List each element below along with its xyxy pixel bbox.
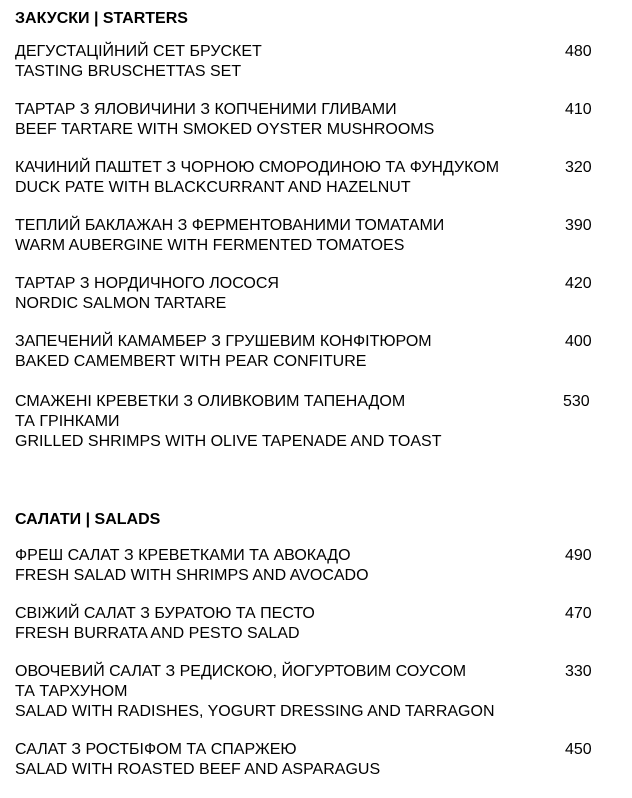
item-price: 410 [565,101,592,118]
menu-item [15,100,615,140]
item-price: 420 [565,275,592,292]
item-price: 390 [565,217,592,234]
menu-item [15,42,615,82]
item-name-ua: ТАРТАР З НОРДИЧНОГО ЛОСОСЯ [15,275,279,292]
item-price: 450 [565,741,592,758]
item-name-ua: ТАРТАР З ЯЛОВИЧИНИ З КОПЧЕНИМИ ГЛИВАМИ [15,101,397,118]
item-price: 490 [565,547,592,564]
item-name-ua: ФРЕШ САЛАТ З КРЕВЕТКАМИ ТА АВОКАДО [15,547,351,564]
item-price: 320 [565,159,592,176]
item-name-en: SALAD WITH RADISHES, YOGURT DRESSING AND TARRAGON [15,703,495,720]
menu-item [15,740,615,780]
item-name-en: BAKED CAMEMBERT WITH PEAR CONFITURE [15,353,367,370]
item-name-en: NORDIC SALMON TARTARE [15,295,227,312]
item-name-en: BEEF TARTARE WITH SMOKED OYSTER MUSHROOMS [15,121,435,138]
item-price: 470 [565,605,592,622]
menu-item [15,158,615,198]
item-price: 530 [563,393,590,410]
menu-item [15,274,615,314]
item-name-ua: ОВОЧЕВИЙ САЛАТ З РЕДИСКОЮ, ЙОГУРТОВИМ СОУСОМ [15,663,467,680]
item-name-ua: СМАЖЕНІ КРЕВЕТКИ З ОЛИВКОВИМ ТАПЕНАДОМ [15,393,406,410]
item-name-en: FRESH SALAD WITH SHRIMPS AND AVOCADO [15,567,369,584]
section-title-salads: САЛАТИ | SALADS [15,511,161,528]
item-name-en: GRILLED SHRIMPS WITH OLIVE TAPENADE AND TOAST [15,433,442,450]
menu-item [15,662,615,722]
item-name-ua: САЛАТ З РОСТБІФОМ ТА СПАРЖЕЮ [15,741,297,758]
menu-item [15,332,615,372]
item-name-ua: КАЧИНИЙ ПАШТЕТ З ЧОРНОЮ СМОРОДИНОЮ ТА ФУНДУКОМ [15,159,500,176]
item-name-ua-continued: ТА ТАРХУНОМ [15,683,128,700]
item-name-ua: ЗАПЕЧЕНИЙ КАМАМБЕР З ГРУШЕВИМ КОНФІТЮРОМ [15,333,432,350]
menu-item [15,392,615,452]
section-title-starters: ЗАКУСКИ | STARTERS [15,10,188,27]
item-price: 330 [565,663,592,680]
menu-item [15,604,615,644]
item-name-en: FRESH BURRATA AND PESTO SALAD [15,625,300,642]
menu-item [15,216,615,256]
item-name-en: TASTING BRUSCHETTAS SET [15,63,242,80]
item-name-ua: ДЕГУСТАЦІЙНИЙ СЕТ БРУСКЕТ [15,43,262,60]
item-name-ua: ТЕПЛИЙ БАКЛАЖАН З ФЕРМЕНТОВАНИМИ ТОМАТАМИ [15,217,445,234]
item-name-en: SALAD WITH ROASTED BEEF AND ASPARAGUS [15,761,381,778]
item-name-en: WARM AUBERGINE WITH FERMENTED TOMATOES [15,237,405,254]
item-price: 480 [565,43,592,60]
item-name-ua-continued: ТА ГРІНКАМИ [15,413,120,430]
item-price: 400 [565,333,592,350]
item-name-ua: СВІЖИЙ САЛАТ З БУРАТОЮ ТА ПЕСТО [15,605,315,622]
item-name-en: DUCK PATE WITH BLACKCURRANT AND HAZELNUT [15,179,411,196]
menu-item [15,546,615,586]
